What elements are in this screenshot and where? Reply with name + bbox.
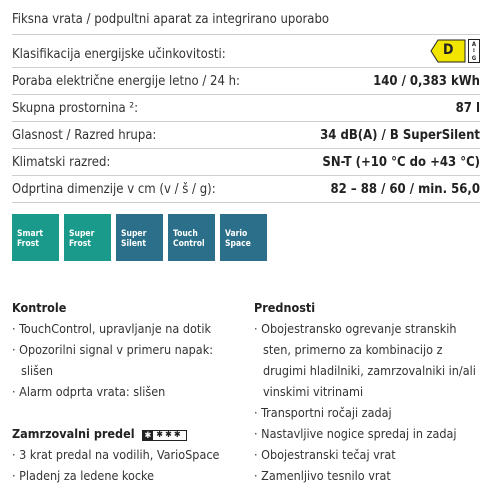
list-item: · Obojestransko ogrevanje stranskih sten, primerno za kombinacijo z drugimi hladilniki, zamrzovalniki in/ali vinskimi vitrinami <box>254 318 486 402</box>
product-subtitle: Fiksna vrata / podpultni aparat za integrirano uporabo <box>12 12 330 27</box>
list-item: · Nastavljive nogice spredaj in zadaj <box>254 423 486 444</box>
spec-label: Poraba električne energije letno / 24 h: <box>12 74 240 89</box>
kontrole-title: Kontrole <box>12 300 67 315</box>
list-item: · TouchControl, upravljanje na dotik <box>12 318 242 339</box>
list-item: · Opozorilni signal v primeru napak: slišen <box>12 339 242 381</box>
spec-value: 82 – 88 / 60 / min. 56,0 <box>330 182 480 197</box>
energy-scale-top: A <box>471 40 477 48</box>
energy-scale-bottom: G <box>471 54 477 62</box>
smart-frost-icon: Smart Frost <box>12 214 59 261</box>
energy-class-value: D <box>443 42 454 58</box>
list-item: · Pladenj za ledene kocke <box>12 465 242 486</box>
spec-row-climate-class <box>12 149 480 176</box>
prednosti-title: Prednosti <box>254 300 316 315</box>
list-item: · Transportni ročaji zadaj <box>254 402 486 423</box>
spec-row-energy-consumption <box>12 68 480 95</box>
spec-label: Skupna prostornina ²: <box>12 101 139 116</box>
super-frost-icon: Super Frost <box>64 214 111 261</box>
spec-row-energy-class <box>12 34 480 68</box>
spec-row-total-volume <box>12 95 480 122</box>
spec-value: 34 dB(A) / B SuperSilent <box>320 128 480 143</box>
list-item: · Zamenljivo tesnilo vrat <box>254 465 486 486</box>
spec-label: Klimatski razred: <box>12 155 111 170</box>
star-solid-icon: ✱ <box>144 431 152 441</box>
list-item: · Obojestranski tečaj vrat <box>254 444 486 465</box>
spec-value: SN-T (+10 °C do +43 °C) <box>322 155 480 170</box>
spec-value: 140 / 0,383 kWh <box>373 74 480 89</box>
right-column <box>254 297 486 486</box>
spec-row-noise <box>12 122 480 149</box>
spec-table <box>12 34 480 203</box>
energy-label-badge <box>430 39 480 67</box>
star-outline-icon: ✱✱✱ <box>156 430 183 440</box>
feature-icons <box>12 214 267 261</box>
energy-scale-icon: A ↕ G <box>468 39 480 63</box>
spec-label: Klasifikacija energijske učinkovitosti: <box>12 47 226 62</box>
left-column <box>12 297 242 486</box>
zamrzovalni-title-row <box>12 423 242 444</box>
spec-label: Glasnost / Razred hrupa: <box>12 128 157 143</box>
spec-label: Odprtina dimenzije v cm (v / š / g): <box>12 182 216 197</box>
vario-space-icon: Vario Space <box>220 214 267 261</box>
zamrzovalni-title: Zamrzovalni predel <box>12 426 135 441</box>
list-item: · Alarm odprta vrata: slišen <box>12 381 242 402</box>
spec-row-niche-dimensions <box>12 176 480 203</box>
list-item: · 3 krat predal na vodilih, VarioSpace <box>12 444 242 465</box>
touch-control-icon: Touch Control <box>168 214 215 261</box>
super-silent-icon: Super Silent <box>116 214 163 261</box>
spec-value: 87 l <box>455 101 480 116</box>
four-star-rating-icon <box>142 430 187 441</box>
energy-class-arrow-icon <box>430 39 466 63</box>
